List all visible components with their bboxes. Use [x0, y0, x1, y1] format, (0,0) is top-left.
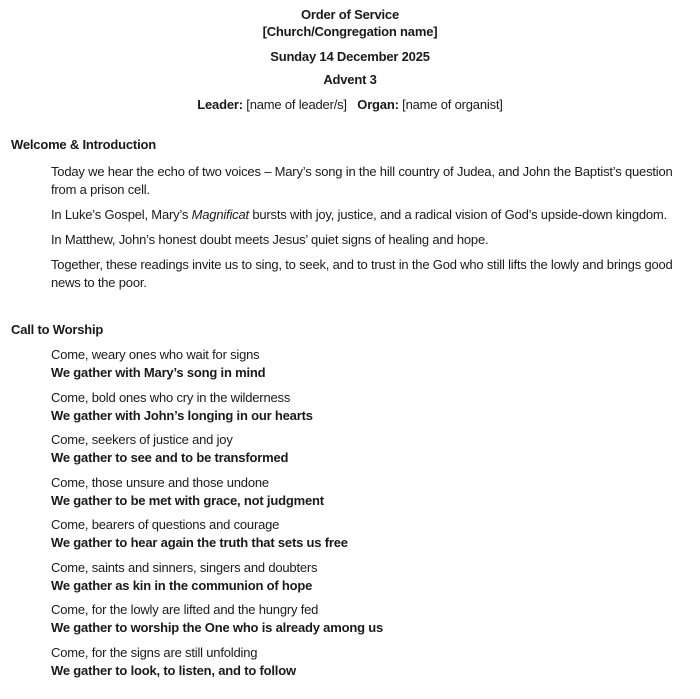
response-line: We gather with Mary’s song in mind: [51, 365, 266, 380]
leader-label: Leader:: [197, 97, 243, 112]
response-line: We gather with John’s longing in our hearts: [51, 407, 313, 423]
call-response-couplet: [51, 431, 695, 467]
response-line: We gather to worship the One who is already among us: [51, 620, 384, 635]
section-heading-call-to-worship: Call to Worship: [11, 322, 104, 337]
welcome-paragraph-2: [51, 206, 695, 224]
response-line: We gather to look, to listen, and to follow: [51, 662, 296, 678]
section-heading-welcome: Welcome & Introduction: [11, 137, 156, 152]
call-line: Come, seekers of justice and joy: [51, 432, 233, 447]
welcome-paragraph-2-text: In Luke’s Gospel, Mary’s: [51, 207, 192, 222]
season-label: Advent 3: [323, 72, 377, 87]
welcome-paragraph-1: Today we hear the echo of two voices – Mary’s song in the hill country of Judea, and John the Baptist’s question from a prison cell.: [51, 164, 673, 197]
welcome-paragraph-4: Together, these readings invite us to sing, to seek, and to trust in the God who still lifts the lowly and brings good news to the poor.: [51, 257, 673, 290]
call-response-couplet: [51, 559, 695, 595]
call-response-couplet: [51, 644, 695, 680]
response-line: We gather to see and to be transformed: [51, 450, 289, 465]
call-line: Come, saints and sinners, singers and doubters: [51, 559, 318, 575]
magnificat-italic-text: Magnificat: [191, 207, 249, 222]
leader-value: [name of leader/s]: [246, 97, 347, 112]
leader-organ-line: [0, 96, 700, 113]
call-response-couplet: [51, 516, 695, 552]
organ-label: Organ:: [357, 97, 399, 112]
call-line: Come, for the signs are still unfolding: [51, 644, 258, 660]
service-date: Sunday 14 December 2025: [270, 49, 430, 64]
organ-value: [name of organist]: [402, 97, 503, 112]
document-title: Order of Service: [300, 7, 400, 22]
church-name-placeholder: [Church/Congregation name]: [262, 24, 438, 39]
call-line: Come, bold ones who cry in the wilderness: [51, 389, 291, 405]
response-line: We gather as kin in the communion of hope: [51, 577, 313, 593]
welcome-paragraph-2-text-after: bursts with joy, justice, and a radical vision of God’s upside-down kingdom.: [248, 207, 667, 222]
call-line: Come, those unsure and those undone: [51, 474, 269, 490]
call-line: Come, bearers of questions and courage: [51, 517, 280, 532]
call-response-couplet: [51, 474, 695, 510]
call-line: Come, weary ones who wait for signs: [51, 347, 260, 362]
call-line: Come, for the lowly are lifted and the hungry fed: [51, 602, 319, 617]
response-line: We gather to hear again the truth that sets us free: [51, 535, 348, 550]
call-response-couplet: [51, 601, 695, 637]
call-response-couplet: [51, 389, 695, 425]
response-line: We gather to be met with grace, not judgment: [51, 492, 324, 508]
call-response-couplet: [51, 346, 695, 382]
welcome-paragraph-3: In Matthew, John’s honest doubt meets Jesus’ quiet signs of healing and hope.: [51, 232, 489, 247]
document-header: [0, 6, 700, 113]
